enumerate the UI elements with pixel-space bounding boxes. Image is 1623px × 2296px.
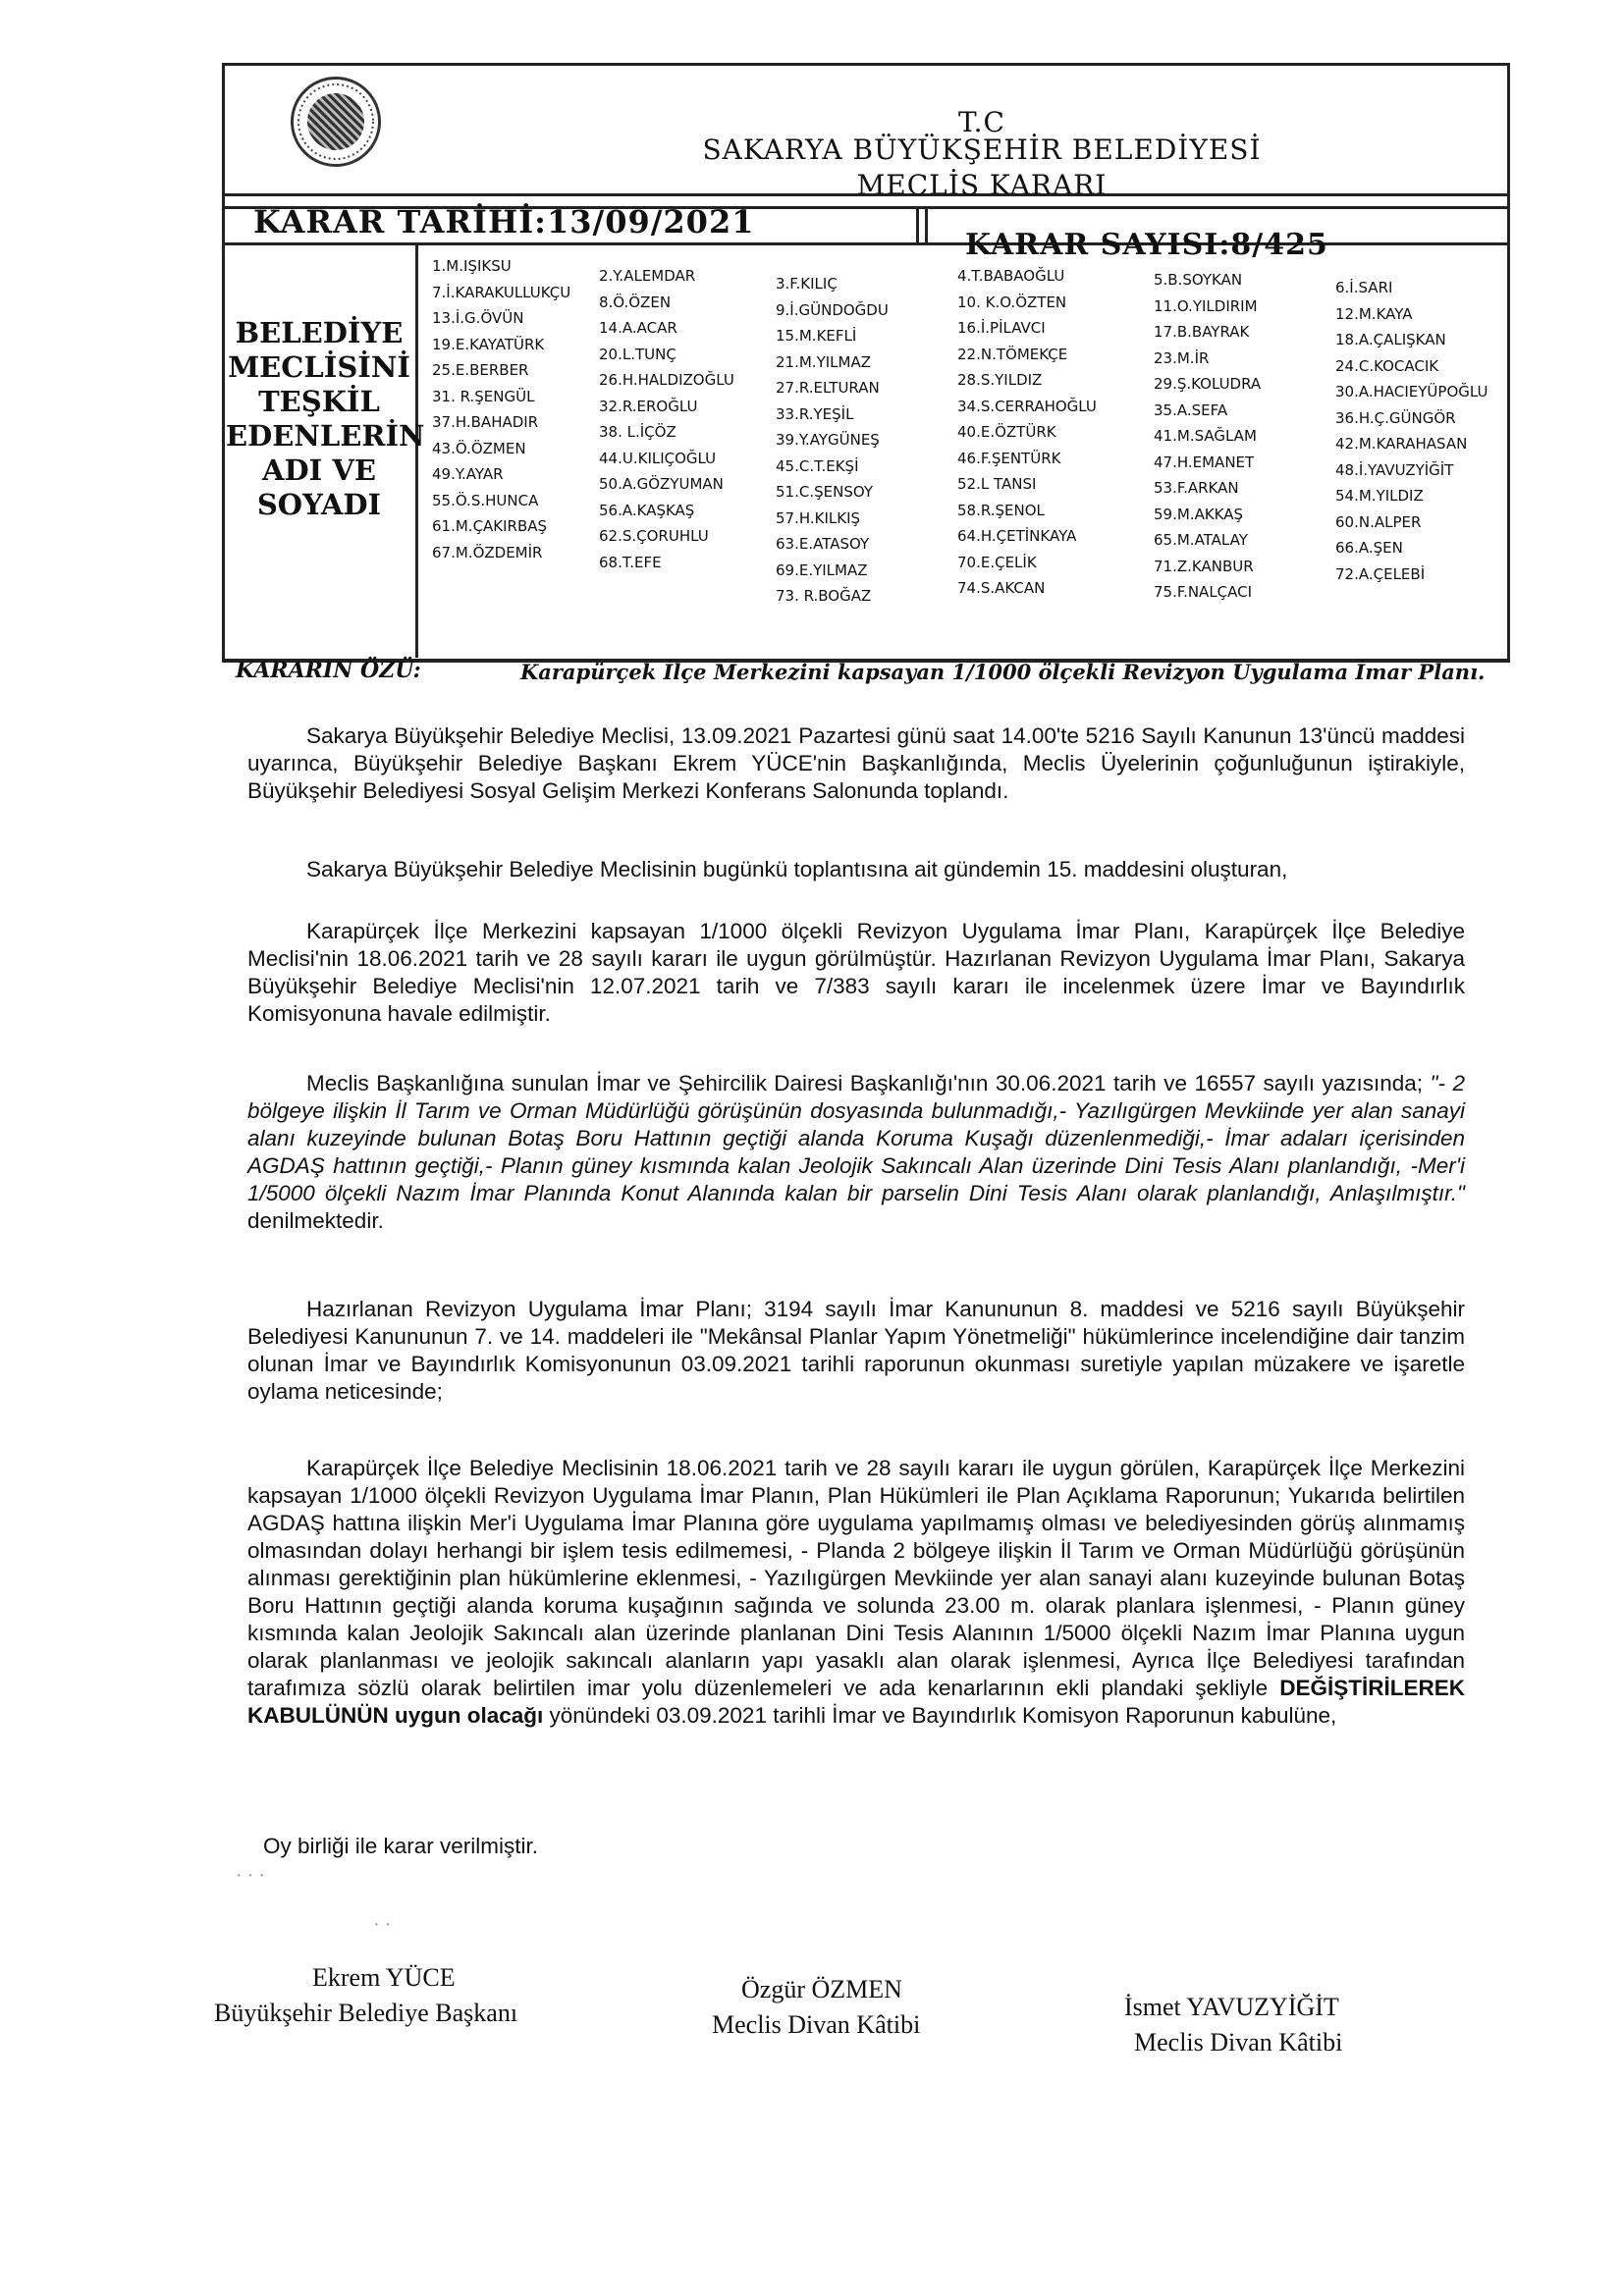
member-name: 45.C.T.EKŞİ	[776, 456, 859, 475]
member-name: 13.İ.G.ÖVÜN	[432, 309, 524, 327]
member-name: 29.Ş.KOLUDRA	[1154, 375, 1262, 393]
member-name: 67.M.ÖZDEMİR	[432, 543, 543, 561]
signature-title-secretary-2: Meclis Divan Kâtibi	[1134, 2028, 1343, 2056]
member-name: 5.B.SOYKAN	[1154, 271, 1243, 289]
ministry-letter-quote: "- 2 bölgeye ilişkin İl Tarım ve Orman Müdürlüğü görüşünün dosyasında bulunmadığı,- Yazılıgürgen Mevkiinde yer alan sanayi alanı kuzeyinde bulunan Botaş Boru Hattının geçtiği alanda Koruma Kuşağı düzenlenmediği,- İmar adaları içerisinden AGDAŞ hattının geçtiği,- Planın güney kısmında kalan Jeolojik Sakıncalı Alan üzerinde Dini Tesis Alanı planlandığı, -Mer'i 1/5000 ölçekli Nazım İmar Planında Konut Alanında kalan bir parselin Dini Tesis Alanı olarak planlandığı, Anlaşılmıştır."	[247, 1071, 1465, 1205]
paragraph-unanimous: Oy birliği ile karar verilmiştir.	[263, 1834, 539, 1858]
member-name: 23.M.İR	[1154, 348, 1210, 367]
resolution-text: Karapürçek İlçe Belediye Meclisinin 18.06.2021 tarih ve 28 sayılı kararı ile uygun görülen, Karapürçek İlçe Merkezini kapsayan 1/1000 ölçekli Revizyon Uygulama İmar Planın, Plan Hükümleri ile Plan Açıklama Raporunun; Yukarıda belirtilen AGDAŞ hattına ilişkin Mer'i Uygulama İmar Planına göre uygulama yapılmamış olması ve belediyesinden görüş alınmamış olmasından dolayı herhangi bir işlem tesis edilmemesi, - Planda 2 bölgeye ilişkin İl Tarım ve Orman Müdürlüğü görüşünün alınması gerektiğinin plan hükümlerine eklenmesi, - Yazılıgürgen Mevkiinde yer alan sanayi alanı kuzeyinde bulunan Botaş Boru Hattının geçtiği alanda koruma kuşağının sağında ve solunda 23.00 m. olarak planlara işlenmesi, - Planın güney kısmında kalan Jeolojik Sakıncalı alan üzerinde planlanan Dini Tesis Alanının 1/5000 ölçekli Nazım İmar Planına uygun olarak planlanması ve jeolojik sakıncalı alanların yapı yasaklı alan olarak işlenmesi, Ayrıca İlçe Belediyesi tarafından tarafımıza sözlü olarak belirtilen imar yolu düzenlemeleri ve ada kenarlarının ekli plandaki şekliyle	[247, 1456, 1465, 1700]
members-heading-line: MECLİSİNİ	[228, 350, 410, 384]
member-name: 49.Y.AYAR	[432, 465, 504, 483]
member-name: 66.A.ŞEN	[1335, 539, 1403, 557]
member-name: 12.M.KAYA	[1335, 304, 1413, 323]
decision-date-label: KARAR TARİHİ:	[253, 203, 547, 240]
member-name: 48.İ.YAVUZYİĞİT	[1335, 460, 1454, 479]
members-list	[432, 257, 1512, 660]
member-name: 71.Z.KANBUR	[1154, 557, 1254, 575]
member-name: 34.S.CERRAHOĞLU	[957, 397, 1097, 415]
member-name: 20.L.TUNÇ	[599, 345, 676, 363]
ministry-letter-intro: Meclis Başkanlığına sunulan İmar ve Şehircilik Dairesi Başkanlığı'nın 30.06.2021 tarih ve 16557 sayılı yazısında;	[306, 1071, 1431, 1095]
member-name: 17.B.BAYRAK	[1154, 323, 1250, 341]
header-tc: T.C	[958, 106, 1005, 138]
paragraph-commission-review: Hazırlanan Revizyon Uygulama İmar Planı; 3194 sayılı İmar Kanununun 8. maddesi ve 5216 sayılı Büyükşehir Belediyesi Kanununun 7. ve 14. maddeleri ile "Mekânsal Planlar Yapım Yönetmeliği" hükümlerince incelendiğine dair tanzim olunan İmar ve Bayındırlık Komisyonunun 03.09.2021 tarihli raporunun okunması suretiyle yapılan müzakere ve işaretle oylama neticesinde;	[247, 1297, 1465, 1404]
member-name: 40.E.ÖZTÜRK	[957, 423, 1056, 441]
member-name: 59.M.AKKAŞ	[1154, 505, 1244, 523]
member-name: 38. L.İÇÖZ	[599, 423, 676, 441]
date-row-divider	[916, 206, 928, 245]
member-name: 16.İ.PİLAVCI	[957, 319, 1046, 337]
member-name: 39.Y.AYGÜNEŞ	[776, 431, 880, 449]
member-name: 6.İ.SARI	[1335, 279, 1393, 296]
member-name: 31. R.ŞENGÜL	[432, 387, 535, 405]
member-name: 11.O.YILDIRIM	[1154, 296, 1258, 315]
member-name: 10. K.O.ÖZTEN	[957, 293, 1067, 311]
member-name: 51.C.ŞENSOY	[776, 483, 873, 501]
signature-title-mayor: Büyükşehir Belediye Başkanı	[214, 1999, 518, 2027]
decision-number-label: KARAR SAYISI:	[965, 228, 1231, 262]
member-name: 37.H.BAHADIR	[432, 413, 539, 431]
member-name: 44.U.KILIÇOĞLU	[599, 449, 717, 467]
member-name: 28.S.YILDIZ	[957, 371, 1043, 389]
signature-scribble: · ·	[373, 1914, 392, 1936]
member-name: 24.C.KOCACIK	[1335, 356, 1439, 375]
paragraph-meeting: Sakarya Büyükşehir Belediye Meclisi, 13.09.2021 Pazartesi günü saat 14.00'te 5216 Sayılı Kanunun 13'üncü maddesi uyarınca, Büyükşehir Belediye Başkanı Ekrem YÜCE'nin Başkanlığında, Meclis Üyelerinin çoğunluğunun iştirakiyle, Büyükşehir Belediyesi Sosyal Gelişim Merkezi Konferans Salonunda toplandı.	[247, 723, 1465, 803]
ministry-letter-end: denilmektedir.	[247, 1208, 384, 1233]
decision-date-value: 13/09/2021	[546, 203, 755, 240]
member-name: 58.R.ŞENOL	[957, 501, 1045, 519]
member-name: 53.F.ARKAN	[1154, 479, 1239, 497]
member-name: 74.S.AKCAN	[957, 579, 1046, 597]
member-name: 70.E.ÇELİK	[957, 553, 1037, 571]
signature-scribble: · · ·	[236, 1865, 265, 1887]
member-name: 15.M.KEFLİ	[776, 327, 857, 345]
member-name: 56.A.KAŞKAŞ	[599, 501, 695, 519]
member-name: 73. R.BOĞAZ	[776, 587, 872, 605]
decision-date	[253, 203, 754, 240]
signature-name-secretary-2: İsmet YAVUZYİĞİT	[1124, 1993, 1339, 2021]
member-name: 19.E.KAYATÜRK	[432, 335, 545, 353]
members-heading-line: TEŞKİL	[258, 385, 380, 418]
member-name: 25.E.BERBER	[432, 361, 529, 379]
member-name: 61.M.ÇAKIRBAŞ	[432, 517, 548, 535]
members-heading-line: BELEDİYE	[235, 316, 404, 349]
member-name: 72.A.ÇELEBİ	[1335, 564, 1426, 583]
member-name: 3.F.KILIÇ	[776, 275, 838, 293]
member-name: 7.İ.KARAKULLUKÇU	[432, 283, 571, 301]
resolution-emphasis: DEĞİŞTİRİLEREK KABULÜNÜN uygun olacağı	[247, 1676, 1465, 1728]
member-name: 47.H.EMANET	[1154, 453, 1255, 471]
paragraph-ministry-letter	[247, 1070, 1465, 1235]
member-name: 68.T.EFE	[599, 553, 662, 571]
member-name: 69.E.YILMAZ	[776, 561, 868, 579]
member-name: 2.Y.ALEMDAR	[599, 267, 696, 285]
members-heading-line: ADI VE	[262, 454, 376, 487]
member-name: 22.N.TÖMEKÇE	[957, 345, 1068, 363]
summary-text: Karapürçek İlçe Merkezini kapsayan 1/1000 ölçekli Revizyon Uygulama İmar Planı.	[520, 660, 1486, 684]
member-name: 57.H.KILKIŞ	[776, 508, 861, 527]
signature-title-secretary-1: Meclis Divan Kâtibi	[712, 2010, 921, 2039]
member-name: 64.H.ÇETİNKAYA	[957, 527, 1077, 545]
member-name: 35.A.SEFA	[1154, 400, 1228, 419]
member-name: 65.M.ATALAY	[1154, 531, 1248, 549]
paragraph-plan-referral: Karapürçek İlçe Merkezini kapsayan 1/1000 ölçekli Revizyon Uygulama İmar Planı, Karapürçek İlçe Belediye Meclisi'nin 18.06.2021 tarih ve 28 sayılı kararı ile uygun görülmüştür. Hazırlanan Revizyon Uygulama İmar Planı, Sakarya Büyükşehir Belediye Meclisi'nin 12.07.2021 tarih ve 7/383 sayılı kararı ile incelenmek üzere İmar ve Bayındırlık Komisyonuna havale edilmiştir.	[247, 919, 1465, 1026]
member-name: 9.İ.GÜNDOĞDU	[776, 300, 889, 319]
member-name: 54.M.YILDIZ	[1335, 487, 1424, 505]
header-organization: SAKARYA BÜYÜKŞEHİR BELEDİYESİ	[702, 133, 1262, 166]
member-name: 60.N.ALPER	[1335, 512, 1422, 531]
paragraph-resolution	[247, 1455, 1465, 1730]
member-name: 63.E.ATASOY	[776, 535, 870, 553]
paragraph-agenda: Sakarya Büyükşehir Belediye Meclisinin bugünkü toplantısına ait gündemin 15. maddesini oluşturan,	[306, 857, 1288, 881]
member-name: 46.F.ŞENTÜRK	[957, 449, 1061, 467]
member-name: 41.M.SAĞLAM	[1154, 427, 1257, 445]
resolution-end: yönündeki 03.09.2021 tarihli İmar ve Bayındırlık Komisyon Raporunun kabulüne,	[543, 1703, 1337, 1728]
member-name: 33.R.YEŞİL	[776, 404, 854, 423]
logo-ring	[294, 80, 378, 164]
member-name: 32.R.EROĞLU	[599, 397, 698, 415]
members-heading-line: EDENLERİN	[226, 419, 425, 453]
member-name: 27.R.ELTURAN	[776, 379, 880, 397]
member-name: 36.H.Ç.GÜNGÖR	[1335, 408, 1456, 427]
member-name: 21.M.YILMAZ	[776, 352, 871, 371]
member-name: 8.Ö.ÖZEN	[599, 293, 672, 311]
members-heading	[226, 316, 425, 522]
member-name: 43.Ö.ÖZMEN	[432, 439, 526, 457]
summary-label: KARARIN ÖZÜ:	[236, 658, 421, 683]
signature-name-secretary-1: Özgür ÖZMEN	[741, 1975, 902, 2003]
member-name: 18.A.ÇALIŞKAN	[1335, 331, 1446, 348]
member-name: 30.A.HACIEYÜPOĞLU	[1335, 383, 1488, 400]
header-document-type: MECLİS KARARI	[856, 169, 1108, 201]
member-name: 52.L TANSI	[957, 475, 1037, 493]
member-name: 50.A.GÖZYUMAN	[599, 475, 724, 493]
member-name: 26.H.HALDIZOĞLU	[599, 371, 734, 389]
member-name: 1.M.IŞIKSU	[432, 257, 512, 275]
members-heading-line: SOYADI	[256, 488, 382, 521]
member-name: 55.Ö.S.HUNCA	[432, 491, 539, 509]
member-name: 62.S.ÇORUHLU	[599, 527, 709, 545]
member-name: 42.M.KARAHASAN	[1335, 435, 1468, 453]
member-name: 14.A.ACAR	[599, 319, 677, 337]
member-name: 4.T.BABAOĞLU	[957, 267, 1065, 285]
decision-number-value: 8/425	[1230, 228, 1328, 262]
municipality-logo	[291, 77, 381, 167]
signature-name-mayor: Ekrem YÜCE	[312, 1963, 456, 1992]
member-name: 75.F.NALÇACI	[1154, 583, 1253, 601]
